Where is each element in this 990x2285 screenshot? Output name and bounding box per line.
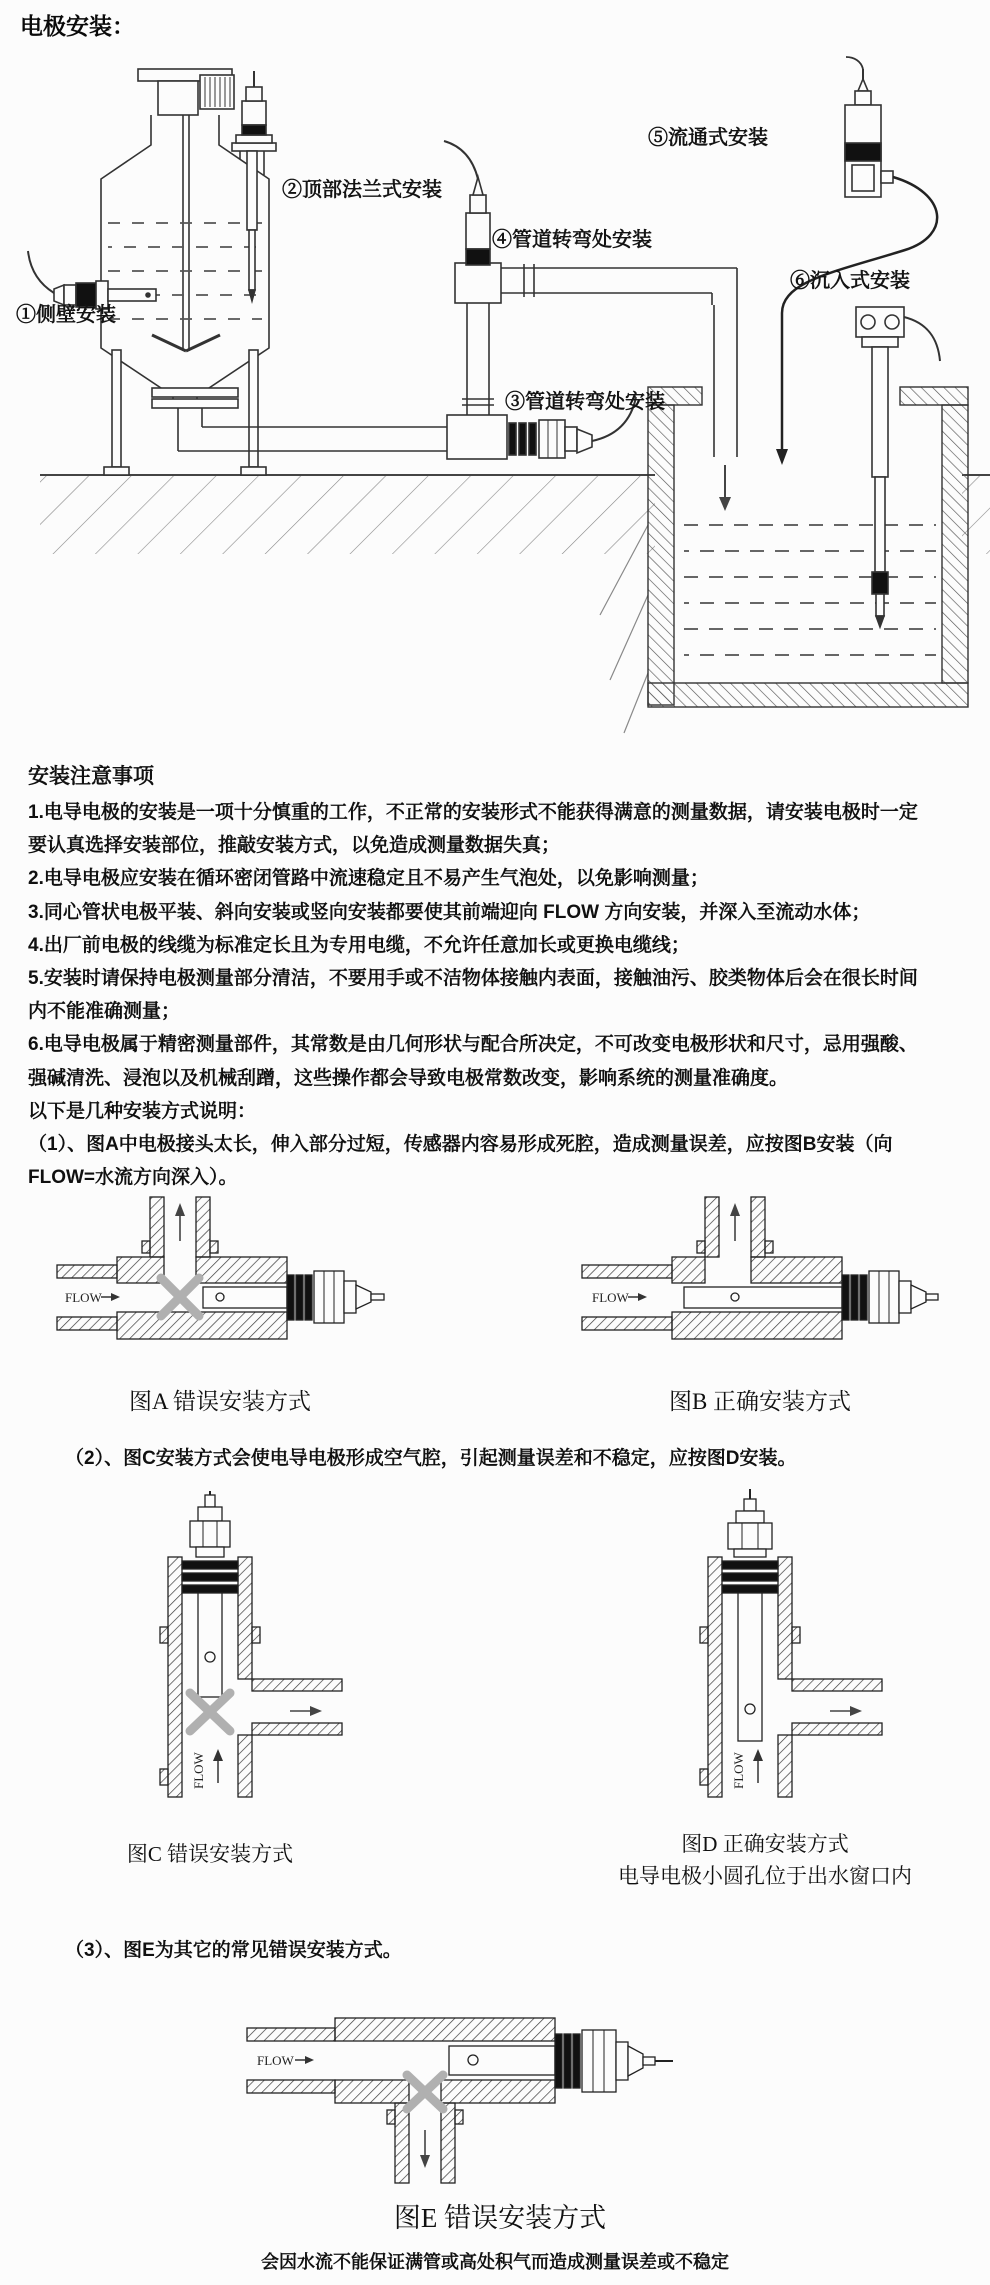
figure-c-caption: 图C 错误安装方式 (126, 1842, 294, 1866)
figure-d-caption: 图D 正确安装方式 (681, 1832, 849, 1856)
electrode-probe (182, 1561, 238, 1697)
pipe-run (178, 408, 447, 451)
flow-arrow-icon (101, 1293, 120, 1301)
flow-cell-5 (845, 57, 893, 197)
error-x-icon (161, 1278, 199, 1316)
label-pipe-bend-install-3: ③管道转弯处安装 (505, 391, 665, 413)
main-installation-diagram (0, 55, 990, 745)
electrode-6-immersion (856, 307, 940, 627)
flow-label: FLOW (257, 2053, 294, 2068)
figure-b-diagram (580, 1195, 940, 1380)
bottom-flange (152, 388, 238, 408)
figure-e-diagram (245, 1990, 705, 2190)
note-line: 3.同心管状电极平装、斜向安装或竖向安装都要使其前端迎向 FLOW 方向安装，并深入至流动水体； (28, 901, 871, 923)
label-immersion-install: ⑥沉入式安装 (790, 270, 910, 292)
flow-label: FLOW (731, 1752, 746, 1789)
figure-b-caption: 图B 正确安装方式 (668, 1389, 852, 1414)
liquid-level-dashes (108, 223, 262, 319)
tank-legs (104, 350, 266, 475)
main-diagram-art (0, 55, 990, 745)
label-side-wall-install: ①侧壁安装 (16, 304, 116, 326)
note-line: （1）、图A中电极接头太长，伸入部分过短，传感器内容易形成死腔，造成测量误差，应按图B安装（向 (28, 1134, 893, 1156)
figure-d-caption-2: 电导电极小圆孔位于出水窗口内 (618, 1864, 912, 1888)
figure-c-diagram (60, 1487, 360, 1822)
flow-label: FLOW (191, 1752, 206, 1789)
flow-arrow-icon (628, 1293, 647, 1301)
figure-e-caption: 图E 错误安装方式 (393, 2203, 607, 2233)
up-arrow-icon (175, 1203, 185, 1241)
flow-label: FLOW (592, 1290, 629, 1305)
note-line: FLOW=水流方向深入）。 (28, 1167, 238, 1189)
error-x-icon (407, 2075, 443, 2109)
drain-arrow-icon (776, 449, 788, 465)
figure-a-diagram (55, 1195, 385, 1380)
outlet-arrow-icon (290, 1706, 322, 1716)
electrode-probe (722, 1561, 778, 1741)
electrode-4-pipe-bend (444, 141, 501, 303)
note-2-paragraph: （2）、图C安装方式会使电导电极形成空气腔，引起测量误差和不稳定，应按图D安装。 (65, 1448, 797, 1469)
up-arrow-icon (730, 1203, 740, 1241)
note-line: 5.安装时请保持电极测量部分清洁，不要用手或不洁物体接触内表面，接触油污、胶类物体后会在很长时间 (28, 968, 918, 990)
water-dashes (684, 525, 936, 655)
riser-pipe (462, 303, 494, 415)
note-line: 以下是几种安装方式说明： (28, 1100, 257, 1122)
flow-arrow-icon (753, 1749, 763, 1783)
note-line: 要认真选择安装部位，推敲安装方式，以免造成测量数据失真； (28, 835, 561, 857)
note-line: 4.出厂前电极的线缆为标准定长且为专用电缆，不允许任意加长或更换电缆线； (28, 934, 690, 956)
note-line: 2.电导电极应安装在循环密闭管路中流速稳定且不易产生气泡处，以免影响测量； (28, 868, 709, 890)
page-title: 电极安装： (20, 13, 135, 39)
figure-a-caption: 图A 错误安装方式 (128, 1389, 312, 1414)
stirrer (152, 115, 220, 351)
flow-arrow-icon (295, 2056, 314, 2064)
down-arrow-icon (420, 2130, 430, 2168)
flow-arrow-icon (213, 1749, 223, 1783)
outlet-arrow-icon (830, 1706, 862, 1716)
installation-notes (28, 760, 978, 1194)
footer-note: 会因水流不能保证满管或高处积气而造成测量误差或不稳定 (261, 2252, 729, 2272)
motor (138, 69, 234, 115)
notes-heading: 安装注意事项 (28, 765, 154, 788)
pit (648, 387, 968, 707)
flow-label: FLOW (65, 1290, 102, 1305)
electrode-top (190, 1491, 230, 1557)
note-line: 1.电导电极的安装是一项十分慎重的工作，不正常的安装形式不能获得满意的测量数据，请安装电极时一定 (28, 802, 918, 823)
label-top-flange-install: ②顶部法兰式安装 (282, 179, 442, 201)
error-x-icon (190, 1693, 230, 1731)
note-3-paragraph: （3）、图E为其它的常见错误安装方式。 (65, 1940, 402, 1961)
down-pipe-arrow-icon (719, 465, 731, 511)
note-line: 6.电导电极属于精密测量部件，其常数是由几何形状与配合所决定，不可改变电极形状和尺寸，忌用强酸、 (28, 1034, 918, 1056)
note-line: 强碱清洗、浸泡以及机械刮蹭，这些操作都会导致电极常数改变，影响系统的测量准确度。 (28, 1067, 789, 1089)
label-pipe-bend-install-4: ④管道转弯处安装 (492, 229, 652, 251)
label-flow-through-install: ⑤流通式安装 (648, 127, 768, 149)
figure-d-diagram (600, 1487, 900, 1822)
electrode-top (728, 1489, 772, 1557)
note-line: 内不能准确测量； (28, 1001, 181, 1023)
